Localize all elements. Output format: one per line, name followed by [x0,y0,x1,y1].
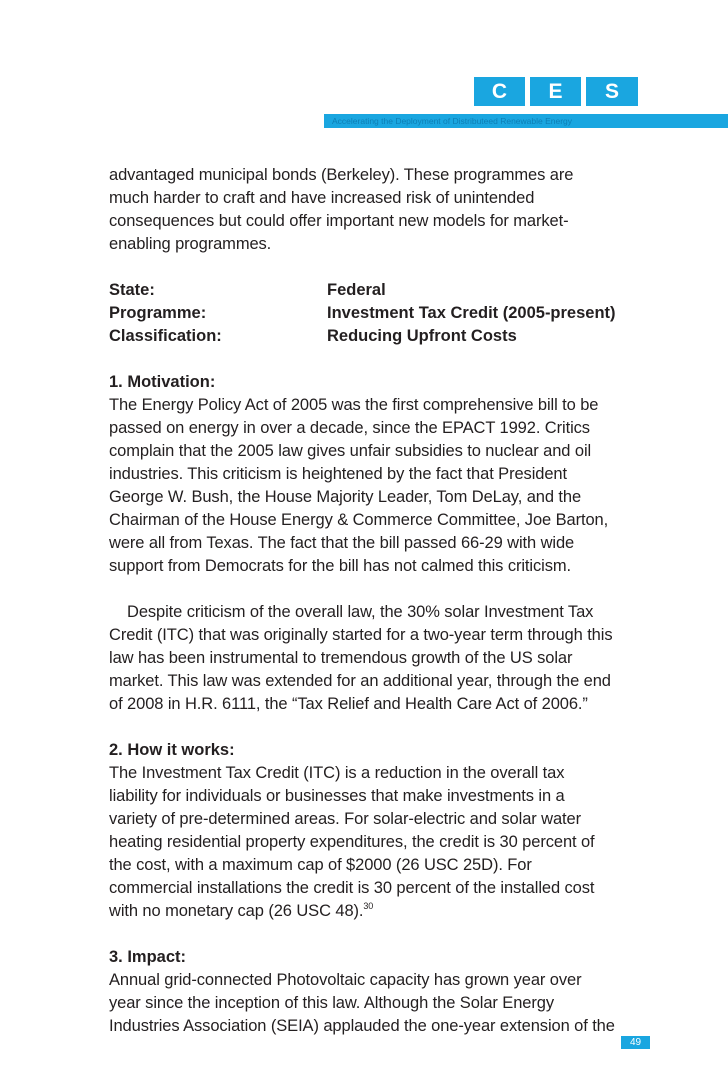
logo-letter-s: S [586,77,638,106]
header-tagline: Accelerating the Deployment of Distributeed Renewable Energy [324,114,728,128]
footnote-marker: 30 [363,901,374,911]
section-heading-how-it-works: 2. How it works: [109,741,235,759]
intro-paragraph: advantaged municipal bonds (Berkeley). These programmes are much harder to craft and have increased risk of unintended consequences but could offer important new models for market- enabling programmes. [109,166,574,253]
meta-value: Investment Tax Credit (2005-present) [327,304,616,322]
meta-value: Reducing Upfront Costs [327,327,517,345]
programme-meta [109,279,649,348]
motivation-paragraph-2: Despite criticism of the overall law, the 30% solar Investment Tax Credit (ITC) that was originally started for a two-year term through this law has been instrumental to tremendous growth of the US solar market. This law was extended for an additional year, through the end of 2008 in H.R. 6111, the “Tax Relief and Health Care Act of 2006.” [109,603,613,713]
ces-logo [474,77,638,106]
how-it-works-text: The Investment Tax Credit (ITC) is a reduction in the overall tax liability for individuals or businesses that make investments in a variety of pre-determined areas. For solar-electric and solar water heating residential property expenditures, the credit is 30 percent of the cost, with a maximum cap of $2000 (26 USC 25D). For commercial installations the credit is 30 percent of the installed cost with no monetary cap (26 USC 48). [109,764,595,920]
meta-label: State: [109,281,155,299]
page-body [109,164,649,1038]
meta-row-classification [109,325,649,348]
section-heading-motivation: 1. Motivation: [109,373,216,391]
section-heading-impact: 3. Impact: [109,948,187,966]
logo-letter-e: E [530,77,581,106]
meta-value: Federal [327,281,386,299]
meta-label: Programme: [109,304,207,322]
meta-row-state [109,279,649,302]
motivation-paragraph-1: The Energy Policy Act of 2005 was the first comprehensive bill to be passed on energy in over a decade, since the EPACT 1992. Critics complain that the 2005 law gives unfair subsidies to nuclear and oil industries. This criticism is heightened by the fact that President George W. Bush, the House Majority Leader, Tom DeLay, and the Chairman of the House Energy & Commerce Committee, Joe Barton, were all from Texas. The fact that the bill passed 66-29 with wide support from Democrats for the bill has not calmed this criticism. [109,396,609,575]
impact-paragraph: Annual grid-connected Photovoltaic capacity has grown year over year since the inception of this law. Although the Solar Energy Industries Association (SEIA) applauded the one-year extension of the [109,971,615,1035]
meta-label: Classification: [109,327,222,345]
how-it-works-paragraph [109,762,649,923]
meta-row-programme [109,302,649,325]
page-number: 49 [621,1036,650,1049]
logo-letter-c: C [474,77,525,106]
